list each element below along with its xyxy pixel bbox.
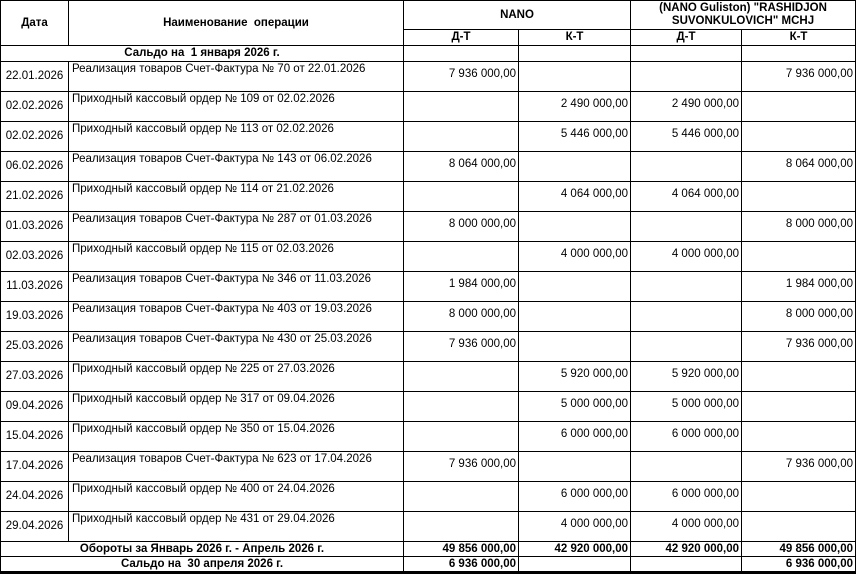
operation-cell: Реализация товаров Счет-Фактура № 346 от 11.03.2026 xyxy=(69,272,404,302)
operation-cell: Реализация товаров Счет-Фактура № 623 от 17.04.2026 xyxy=(69,452,404,482)
opening-nano-credit-cell xyxy=(519,46,631,62)
opening-nano-debit-cell xyxy=(404,46,519,62)
nano-debit-cell xyxy=(404,362,519,392)
date-cell: 11.03.2026 xyxy=(1,272,69,302)
operation-cell: Приходный кассовый ордер № 225 от 27.03.2026 xyxy=(69,362,404,392)
guliston-credit-header: К-Т xyxy=(742,30,856,46)
closing-nano-debit-cell: 6 936 000,00 xyxy=(404,557,519,573)
date-cell: 22.01.2026 xyxy=(1,62,69,92)
operation-cell: Приходный кассовый ордер № 431 от 29.04.2026 xyxy=(69,512,404,542)
operation-cell: Приходный кассовый ордер № 113 от 02.02.2026 xyxy=(69,122,404,152)
turnover-guliston-debit-cell: 42 920 000,00 xyxy=(631,542,742,557)
opening-guliston-debit-cell xyxy=(631,46,742,62)
table-row xyxy=(1,422,856,452)
operation-cell: Приходный кассовый ордер № 114 от 21.02.2026 xyxy=(69,182,404,212)
operation-cell: Реализация товаров Счет-Фактура № 143 от 06.02.2026 xyxy=(69,152,404,182)
nano-debit-cell xyxy=(404,182,519,212)
operation-cell: Приходный кассовый ордер № 115 от 02.03.2026 xyxy=(69,242,404,272)
nano-group-header: NANO xyxy=(404,1,631,30)
guliston-debit-cell xyxy=(631,152,742,182)
turnover-guliston-credit-cell: 49 856 000,00 xyxy=(742,542,856,557)
guliston-debit-cell: 6 000 000,00 xyxy=(631,422,742,452)
table-header xyxy=(1,1,856,46)
table-row xyxy=(1,242,856,272)
nano-debit-cell: 7 936 000,00 xyxy=(404,332,519,362)
nano-debit-header: Д-Т xyxy=(404,30,519,46)
guliston-credit-cell: 7 936 000,00 xyxy=(742,62,856,92)
guliston-credit-cell xyxy=(742,482,856,512)
nano-credit-cell xyxy=(519,302,631,332)
guliston-debit-cell: 4 000 000,00 xyxy=(631,242,742,272)
guliston-credit-cell: 8 000 000,00 xyxy=(742,212,856,242)
guliston-debit-cell: 5 920 000,00 xyxy=(631,362,742,392)
guliston-credit-cell xyxy=(742,182,856,212)
closing-nano-credit-cell xyxy=(519,557,631,573)
guliston-debit-cell: 4 064 000,00 xyxy=(631,182,742,212)
nano-debit-cell xyxy=(404,482,519,512)
guliston-debit-cell xyxy=(631,272,742,302)
table-row xyxy=(1,152,856,182)
table-row xyxy=(1,212,856,242)
guliston-debit-header: Д-Т xyxy=(631,30,742,46)
nano-debit-cell xyxy=(404,512,519,542)
turnover-nano-debit-cell: 49 856 000,00 xyxy=(404,542,519,557)
group-header-row xyxy=(1,1,856,30)
operation-cell: Приходный кассовый ордер № 350 от 15.04.2026 xyxy=(69,422,404,452)
date-cell: 01.03.2026 xyxy=(1,212,69,242)
guliston-credit-cell xyxy=(742,512,856,542)
nano-credit-cell: 5 920 000,00 xyxy=(519,362,631,392)
operation-cell: Приходный кассовый ордер № 109 от 02.02.2026 xyxy=(69,92,404,122)
date-cell: 02.03.2026 xyxy=(1,242,69,272)
guliston-credit-cell xyxy=(742,242,856,272)
nano-credit-cell: 4 000 000,00 xyxy=(519,242,631,272)
nano-credit-cell: 6 000 000,00 xyxy=(519,422,631,452)
nano-debit-cell: 8 000 000,00 xyxy=(404,302,519,332)
guliston-debit-cell: 5 000 000,00 xyxy=(631,392,742,422)
nano-credit-cell: 2 490 000,00 xyxy=(519,92,631,122)
nano-debit-cell: 7 936 000,00 xyxy=(404,452,519,482)
nano-debit-cell xyxy=(404,92,519,122)
nano-credit-cell: 5 446 000,00 xyxy=(519,122,631,152)
guliston-credit-cell: 7 936 000,00 xyxy=(742,332,856,362)
nano-debit-cell: 8 064 000,00 xyxy=(404,152,519,182)
opening-balance-row xyxy=(1,46,856,62)
operation-cell: Реализация товаров Счет-Фактура № 70 от 22.01.2026 xyxy=(69,62,404,92)
guliston-credit-cell: 8 000 000,00 xyxy=(742,302,856,332)
table-row xyxy=(1,92,856,122)
guliston-credit-cell xyxy=(742,362,856,392)
date-cell: 15.04.2026 xyxy=(1,422,69,452)
guliston-credit-cell xyxy=(742,92,856,122)
table-body xyxy=(1,46,856,542)
guliston-debit-cell xyxy=(631,452,742,482)
turnover-row xyxy=(1,542,856,557)
guliston-debit-cell xyxy=(631,302,742,332)
opening-guliston-credit-cell xyxy=(742,46,856,62)
date-cell: 27.03.2026 xyxy=(1,362,69,392)
guliston-debit-cell: 2 490 000,00 xyxy=(631,92,742,122)
table-row xyxy=(1,272,856,302)
turnover-label: Обороты за Январь 2026 г. - Апрель 2026 г. xyxy=(1,542,404,557)
nano-credit-cell xyxy=(519,212,631,242)
table-row xyxy=(1,392,856,422)
nano-debit-cell: 8 000 000,00 xyxy=(404,212,519,242)
guliston-credit-cell: 1 984 000,00 xyxy=(742,272,856,302)
nano-debit-cell xyxy=(404,242,519,272)
date-cell: 19.03.2026 xyxy=(1,302,69,332)
nano-credit-cell: 4 000 000,00 xyxy=(519,512,631,542)
operation-column-header: Наименование операции xyxy=(69,1,404,46)
operation-cell: Приходный кассовый ордер № 400 от 24.04.2026 xyxy=(69,482,404,512)
table-row xyxy=(1,332,856,362)
date-cell: 09.04.2026 xyxy=(1,392,69,422)
nano-credit-cell: 6 000 000,00 xyxy=(519,482,631,512)
closing-balance-label: Сальдо на 30 апреля 2026 г. xyxy=(1,557,404,573)
operation-cell: Приходный кассовый ордер № 317 от 09.04.2026 xyxy=(69,392,404,422)
table-row xyxy=(1,362,856,392)
closing-balance-row xyxy=(1,557,856,573)
nano-credit-cell xyxy=(519,272,631,302)
date-cell: 25.03.2026 xyxy=(1,332,69,362)
guliston-credit-cell xyxy=(742,122,856,152)
table-row xyxy=(1,482,856,512)
nano-credit-header: К-Т xyxy=(519,30,631,46)
nano-credit-cell: 4 064 000,00 xyxy=(519,182,631,212)
nano-debit-cell xyxy=(404,392,519,422)
date-cell: 06.02.2026 xyxy=(1,152,69,182)
opening-balance-label: Сальдо на 1 января 2026 г. xyxy=(1,46,404,62)
guliston-credit-cell xyxy=(742,422,856,452)
guliston-debit-cell: 6 000 000,00 xyxy=(631,482,742,512)
turnover-nano-credit-cell: 42 920 000,00 xyxy=(519,542,631,557)
guliston-debit-cell xyxy=(631,62,742,92)
date-cell: 29.04.2026 xyxy=(1,512,69,542)
nano-credit-cell xyxy=(519,152,631,182)
nano-credit-cell: 5 000 000,00 xyxy=(519,392,631,422)
table-row xyxy=(1,122,856,152)
date-cell: 02.02.2026 xyxy=(1,122,69,152)
table-row xyxy=(1,452,856,482)
guliston-debit-cell xyxy=(631,212,742,242)
operation-cell: Реализация товаров Счет-Фактура № 403 от 19.03.2026 xyxy=(69,302,404,332)
table-footer xyxy=(1,542,856,573)
date-column-header: Дата xyxy=(1,1,69,46)
nano-debit-cell xyxy=(404,422,519,452)
guliston-credit-cell: 7 936 000,00 xyxy=(742,452,856,482)
guliston-debit-cell: 4 000 000,00 xyxy=(631,512,742,542)
nano-credit-cell xyxy=(519,452,631,482)
closing-guliston-debit-cell xyxy=(631,557,742,573)
guliston-debit-cell xyxy=(631,332,742,362)
nano-debit-cell: 1 984 000,00 xyxy=(404,272,519,302)
operation-cell: Реализация товаров Счет-Фактура № 287 от 01.03.2026 xyxy=(69,212,404,242)
date-cell: 24.04.2026 xyxy=(1,482,69,512)
table-row xyxy=(1,512,856,542)
date-cell: 21.02.2026 xyxy=(1,182,69,212)
closing-guliston-credit-cell: 6 936 000,00 xyxy=(742,557,856,573)
table-row xyxy=(1,182,856,212)
date-cell: 02.02.2026 xyxy=(1,92,69,122)
table-row xyxy=(1,62,856,92)
guliston-credit-cell xyxy=(742,392,856,422)
nano-credit-cell xyxy=(519,62,631,92)
guliston-group-header: (NANO Guliston) "RASHIDJON SUVONKULOVICH" MCHJ xyxy=(631,1,856,30)
guliston-debit-cell: 5 446 000,00 xyxy=(631,122,742,152)
date-cell: 17.04.2026 xyxy=(1,452,69,482)
nano-debit-cell: 7 936 000,00 xyxy=(404,62,519,92)
operation-cell: Реализация товаров Счет-Фактура № 430 от 25.03.2026 xyxy=(69,332,404,362)
guliston-credit-cell: 8 064 000,00 xyxy=(742,152,856,182)
table-row xyxy=(1,302,856,332)
nano-debit-cell xyxy=(404,122,519,152)
nano-credit-cell xyxy=(519,332,631,362)
